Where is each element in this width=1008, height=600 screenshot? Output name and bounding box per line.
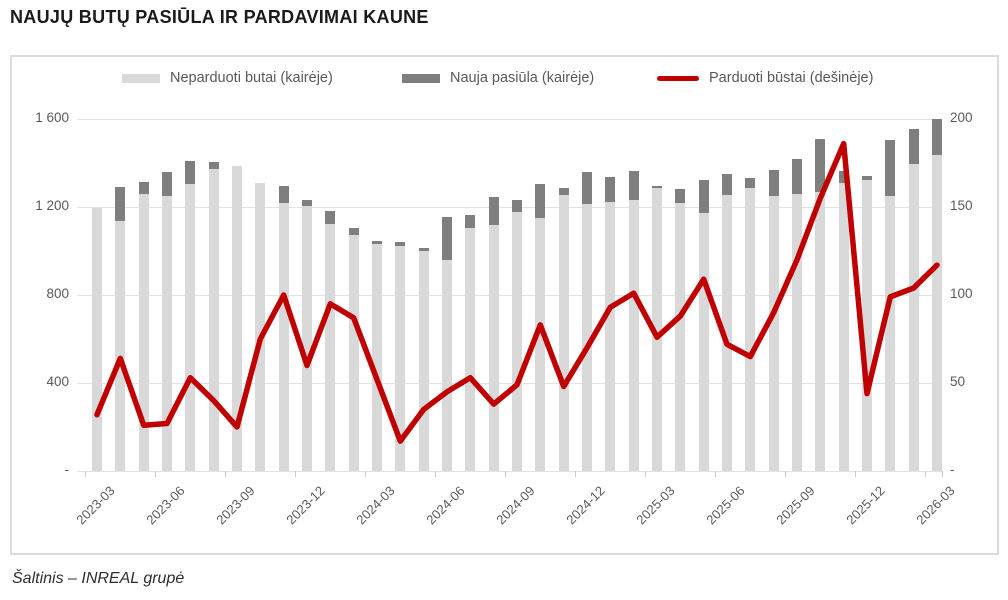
- x-axis-label: 2024-06: [423, 483, 468, 528]
- x-axis-label: 2025-12: [843, 483, 888, 528]
- page-title: NAUJŲ BUTŲ PASIŪLA IR PARDAVIMAI KAUNE: [10, 7, 429, 27]
- x-axis-tick: [925, 471, 926, 477]
- x-axis-tick: [785, 471, 786, 477]
- chart-container: [10, 55, 999, 555]
- sold-line-swatch-icon: [657, 76, 699, 81]
- y-axis-right-label: 150: [950, 198, 973, 213]
- legend-label-new-supply: Nauja pasiūla (kairėje): [450, 70, 595, 86]
- x-axis-label: 2023-09: [213, 483, 258, 528]
- x-axis-tick: [225, 471, 226, 477]
- source-note: Šaltinis – INREAL grupė: [12, 570, 185, 587]
- x-axis-tick: [855, 471, 856, 477]
- legend-item-new-supply: [402, 69, 594, 87]
- x-axis-tick: [85, 471, 86, 477]
- y-axis-right-label: 50: [950, 374, 966, 389]
- y-axis-right-label: -: [950, 462, 955, 477]
- x-axis-label: 2026-03: [913, 483, 958, 528]
- legend-item-sold: [657, 69, 873, 87]
- y-axis-left-label: 800: [46, 286, 69, 301]
- y-axis-right-label: 100: [950, 286, 973, 301]
- x-axis-label: 2024-09: [493, 483, 538, 528]
- x-axis-tick: [575, 471, 576, 477]
- unsold-bar-swatch-icon: [122, 74, 160, 83]
- sold-line: [97, 144, 937, 442]
- sold-line-chart: [77, 119, 942, 471]
- y-axis-left-label: 400: [46, 374, 69, 389]
- x-axis-tick: [645, 471, 646, 477]
- x-axis-label: 2025-06: [703, 483, 748, 528]
- y-axis-left-label: -: [64, 462, 69, 477]
- legend-label-unsold: Neparduoti butai (kairėje): [170, 70, 333, 86]
- x-axis-label: 2025-09: [773, 483, 818, 528]
- y-axis-left-label: 1 200: [35, 198, 69, 213]
- x-axis-label: 2023-12: [283, 483, 328, 528]
- x-axis-tick: [505, 471, 506, 477]
- x-axis-label: 2023-03: [73, 483, 118, 528]
- x-axis-tick: [295, 471, 296, 477]
- x-axis-tick: [435, 471, 436, 477]
- legend-item-unsold: [122, 69, 333, 87]
- legend-label-sold: Parduoti būstai (dešinėje): [709, 70, 874, 86]
- x-axis-tick: [715, 471, 716, 477]
- plot-area: [77, 119, 942, 471]
- y-axis-right-label: 200: [950, 110, 973, 125]
- x-axis-line: [77, 471, 942, 472]
- x-axis-label: 2023-06: [143, 483, 188, 528]
- x-axis-label: 2024-12: [563, 483, 608, 528]
- y-axis-left-label: 1 600: [35, 110, 69, 125]
- x-axis-tick: [365, 471, 366, 477]
- x-axis-tick: [942, 471, 943, 477]
- x-axis-label: 2024-03: [353, 483, 398, 528]
- x-axis-label: 2025-03: [633, 483, 678, 528]
- new-supply-bar-swatch-icon: [402, 74, 440, 83]
- x-axis-tick: [155, 471, 156, 477]
